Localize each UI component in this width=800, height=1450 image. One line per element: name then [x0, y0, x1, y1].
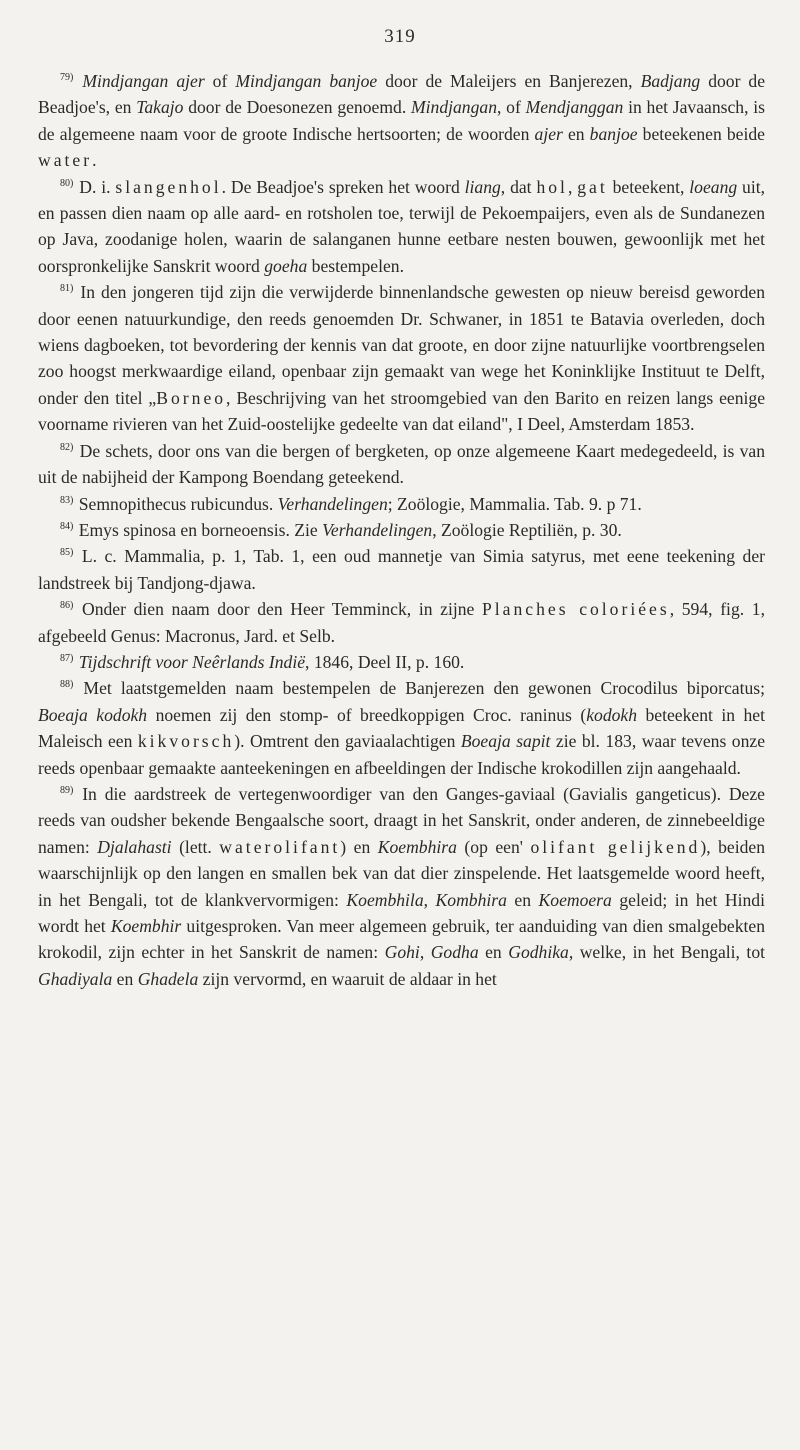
footnote-text: (op een': [456, 836, 531, 857]
footnote-text: beteekent,: [607, 176, 690, 197]
spaced-emphasis: olifant gelijkend: [530, 836, 701, 857]
footnote-text: , Beschrijving van het stroomgebied van den Barito en reizen langs eenige voorname rivieren van het Zuid-oostelijke gedeelte van dat eiland", I Deel, Amsterdam 1853.: [38, 387, 766, 435]
italic-term: Koembhila: [346, 889, 424, 910]
footnote-text: uit, en passen dien naam op alle aard- en rotsholen toe, terwijl de Pekoempaijers, even als de Sundanezen op Java, zoodanige holen, waarin de salanganen hunne eetbare nesten bouwen, gewoonlijk met het oorspronkelijke Sanskrit woord: [38, 176, 766, 276]
footnote-text: en: [506, 889, 539, 910]
footnote-ref-number: 87): [60, 653, 74, 665]
footnote: [38, 543, 765, 596]
italic-term: Badjang: [640, 71, 701, 91]
footnote-text: noemen zij den stomp- of breedkoppigen Croc. raninus (: [147, 704, 587, 725]
italic-term: Tijdschrift voor Neêrlands Indië: [78, 651, 306, 672]
footnote-ref-number: 85): [60, 547, 74, 559]
italic-term: Koembhira: [377, 836, 457, 857]
spaced-emphasis: slangenhol: [115, 176, 222, 197]
footnote-text: ). Omtrent den gaviaalachtigen: [234, 731, 461, 752]
italic-term: Koembhir: [110, 916, 182, 936]
italic-term: Mindjangan ajer: [82, 71, 205, 91]
spaced-emphasis: Borneo: [156, 387, 227, 408]
footnote-text: L. c. Mammalia, p. 1, Tab. 1, een oud mannetje van Simia satyrus, met eene teekening der landstreek bij Tandjong-djawa.: [38, 546, 765, 593]
footnote-text: door de Doesonezen genoemd.: [183, 97, 411, 118]
italic-term: Takajo: [136, 97, 184, 118]
footnote-text: , 1846, Deel II, p. 160.: [305, 651, 465, 672]
footnote-text: ,: [419, 942, 431, 963]
footnote-text: en: [562, 123, 590, 144]
footnote-text: , Zoölogie Reptiliën, p. 30.: [432, 519, 622, 540]
footnote-text: ), beiden waarschijnlijk op den langen en smallen bek van dat dier zinspelende. Het laatsgemelde woord heeft, in het Bengali, tot de klankvervormigen:: [38, 836, 765, 910]
italic-term: Mindjangan banjoe: [235, 71, 378, 91]
footnote-text: (lett.: [171, 836, 220, 857]
footnote: [38, 781, 765, 992]
footnote-text: .: [92, 150, 97, 171]
footnote-text: , of: [497, 97, 526, 118]
italic-term: goeha: [264, 255, 308, 276]
footnote-ref-number: 84): [60, 521, 74, 533]
italic-term: Gohi: [384, 942, 420, 963]
italic-term: Mindjangan: [410, 97, 497, 118]
spaced-emphasis: water: [38, 150, 93, 171]
footnote-text: geleid; in het Hindi wordt het: [38, 889, 765, 936]
footnote-text: Semnopithecus rubicundus.: [78, 493, 278, 514]
footnote-text: door de Maleijers en Banjerezen,: [377, 71, 641, 91]
footnote: [38, 596, 765, 649]
italic-term: Mendjanggan: [525, 97, 624, 118]
footnote-text: uitgesproken. Van meer algemeen gebruik, ter aanduiding van dien smalgebekten krokodil, zijn echter in het Sanskrit de namen:: [38, 916, 765, 963]
spaced-emphasis: hol: [536, 176, 568, 197]
italic-term: liang: [464, 176, 501, 197]
footnote-text: zie bl. 183, waar tevens onze reeds openbaar gemaakte aanteekeningen en afbeeldingen der Indische krokodillen zijn aangehaald.: [38, 731, 765, 778]
italic-term: Boeaja kodokh: [38, 704, 148, 725]
footnote-text: zijn vervormd, en waaruit de aldaar in het: [198, 968, 497, 989]
footnote-text: in het Javaansch, is de algemeene naam voor de groote Indische hertsoorten; de woorden: [38, 97, 765, 144]
italic-term: Godhika: [508, 942, 569, 963]
italic-term: banjoe: [589, 123, 638, 144]
footnote: [38, 517, 765, 543]
footnote-text: beteekent in het Maleisch een: [38, 704, 765, 752]
footnote-text: , welke, in het Bengali, tot: [568, 942, 766, 963]
footnote: [38, 675, 765, 781]
footnote-ref-number: 79): [60, 72, 74, 84]
footnote: [38, 491, 765, 517]
footnote-text: D. i.: [79, 176, 116, 197]
italic-term: loeang: [689, 176, 738, 197]
footnote-text: ) en: [340, 836, 378, 857]
italic-term: Verhandelingen: [322, 519, 433, 540]
footnote-text: De schets, door ons van die bergen of bergketen, op onze algemeene Kaart medegedeeld, is van uit de nabijheid der Kampong Boendang geteekend.: [38, 440, 765, 488]
italic-term: Ghadela: [137, 968, 199, 989]
footnote-text: of: [204, 71, 236, 91]
footnote-text: bestempelen.: [307, 255, 404, 276]
footnote-text: Met laatstgemelden naam bestempelen de Banjerezen den gewonen Crocodilus biporcatus;: [83, 678, 765, 699]
italic-term: Ghadiyala: [38, 968, 113, 989]
page-number: 319: [384, 26, 416, 47]
italic-term: Djalahasti: [97, 836, 172, 857]
footnotes-section: [38, 68, 765, 992]
footnote-text: en: [478, 942, 509, 963]
footnote: [38, 174, 765, 280]
footnote-text: Emys spinosa en borneoensis. Zie: [78, 519, 323, 540]
footnote-text: Onder dien naam door den Heer Temminck, in zijne: [82, 599, 482, 620]
footnote: [38, 279, 765, 437]
footnote-text: , dat: [500, 176, 537, 197]
footnote-ref-number: 89): [60, 785, 74, 797]
footnote-text: ,: [567, 176, 578, 197]
footnote-text: door de Beadjoe's, en: [38, 71, 766, 118]
italic-term: Kombhira: [435, 889, 507, 910]
spaced-emphasis: waterolifant: [219, 836, 341, 857]
spaced-emphasis: gat: [577, 176, 608, 197]
italic-term: Koemoera: [538, 889, 612, 910]
footnote: [38, 438, 765, 491]
footnote-ref-number: 88): [60, 679, 74, 691]
footnote-text: ; Zoölogie, Mammalia. Tab. 9. p 71.: [387, 493, 642, 514]
spaced-emphasis: Planches coloriées: [482, 599, 670, 620]
footnote-text: In den jongeren tijd zijn die verwijderde binnenlandsche gewesten op nieuw bereisd geworden door eenen natuurkundige, den reeds genoemden Dr. Schwaner, in 1851 te Batavia overleden, doch wiens dagboeken, tot bevordering der kennis van dat groote, en door zijne natuurlijke voortbrengselen zoo hoogst merkwaardige eiland, openbaar zijn gemaakt van wege het Koninklijke Instituut te Delft, onder den titel „: [38, 282, 765, 408]
footnote-text: . De Beadjoe's spreken het woord: [221, 176, 465, 197]
footnote: [38, 68, 765, 174]
footnote-ref-number: 82): [60, 441, 74, 453]
footnote-ref-number: 81): [60, 283, 74, 295]
italic-term: Verhandelingen: [277, 493, 388, 514]
italic-term: ajer: [534, 123, 563, 144]
footnote-text: , 594, fig. 1, afgebeeld Genus: Macronus, Jard. et Selb.: [38, 599, 765, 646]
italic-term: Godha: [430, 942, 479, 963]
footnote: [38, 649, 765, 675]
footnote-ref-number: 86): [60, 600, 74, 612]
footnote-text: en: [112, 968, 138, 989]
footnote-text: ,: [423, 889, 436, 910]
footnote-ref-number: 83): [60, 494, 74, 506]
spaced-emphasis: kikvorsch: [137, 731, 235, 752]
footnote-ref-number: 80): [60, 177, 74, 189]
footnote-text: In die aardstreek de vertegenwoordiger van den Ganges-gaviaal (Gavialis gangeticus). Deze reeds van oudsher bekende Bengaalsche soort, draagt in het Sanskrit, onder anderen, de zinnebeeldige namen:: [38, 783, 765, 857]
footnote-text: beteekenen beide: [637, 123, 765, 144]
italic-term: Boeaja sapit: [460, 731, 551, 752]
italic-term: kodokh: [586, 704, 638, 725]
